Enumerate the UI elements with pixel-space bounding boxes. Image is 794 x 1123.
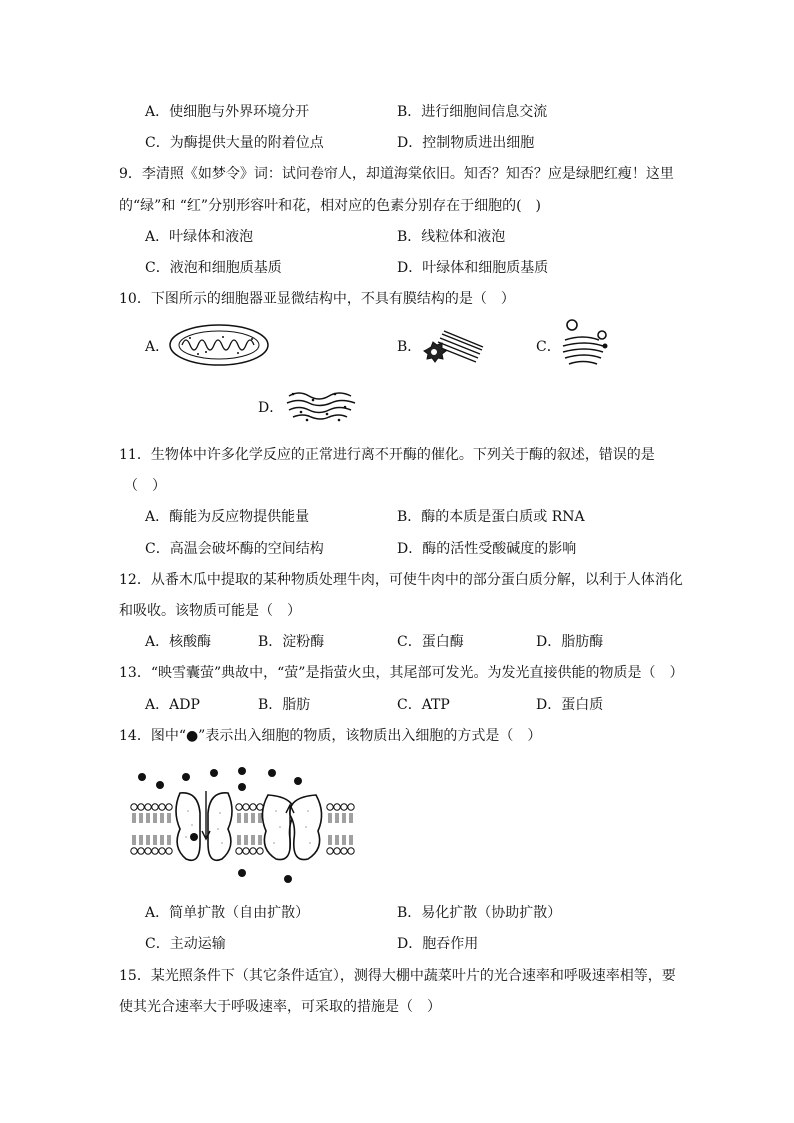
q13-option-a: A．ADP [145,697,200,713]
q9-stem-line1: 9．李清照《如梦令》词：试问卷帘人，却道海棠依旧。知否？知否？应是绿肥红瘦！这里 [119,166,674,182]
q13-option-b: B．脂肪 [258,697,311,713]
q10-label-c: C． [536,339,561,355]
q13-stem: 13．“映雪囊萤”典故中，“萤”是指萤火虫，其尾部可发光。为发光直接供能的物质是（ ） [119,665,684,681]
q10-label-a: A． [145,339,170,355]
centriole-figure [420,324,486,368]
mitochondrion-figure [168,322,272,368]
q11-option-c: C．高温会破坏酶的空间结构 [145,541,324,557]
q12-option-b: B．淀粉酶 [258,634,325,650]
q15-stem-line2: 使其光合速率大于呼吸速率，可采取的措施是（ ） [119,999,441,1015]
q12-option-d: D．脂肪酶 [536,634,604,650]
q13-option-d: D．蛋白质 [536,697,604,713]
q14-option-c: C．主动运输 [145,936,226,952]
q14-option-b: B．易化扩散（协助扩散） [397,905,562,921]
q8-option-c: C．为酶提供大量的附着位点 [145,135,324,151]
q11-stem-line1: 11．生物体中许多化学反应的正常进行离不开酶的催化。下列关于酶的叙述，错误的是 [119,447,655,463]
q12-option-c: C．蛋白酶 [397,634,464,650]
q11-stem-line2: （ ） [124,478,166,494]
q9-option-c: C．液泡和细胞质基质 [145,260,282,276]
q12-option-a: A．核酸酶 [145,634,212,650]
q9-option-b: B．线粒体和液泡 [397,229,506,245]
q14-option-a: A．简单扩散（自由扩散） [145,905,310,921]
q10-label-d: D． [258,400,284,416]
q12-stem-line1: 12．从番木瓜中提取的某种物质处理牛肉，可使牛肉中的部分蛋白质分解，以利于人体消化 [119,572,683,588]
q11-option-d: D．酶的活性受酸碱度的影响 [397,541,577,557]
q10-stem: 10．下图所示的细胞器亚显微结构中，不具有膜结构的是（ ） [119,291,515,307]
q11-option-a: A．酶能为反应物提供能量 [145,509,310,525]
q10-label-b: B． [397,339,422,355]
q9-stem-line2: 的“绿”和 “红”分别形容叶和花，相对应的色素分别存在于细胞的( ) [119,198,542,214]
q14-stem: 14．图中“●”表示出入细胞的物质，该物质出入细胞的方式是（ ） [119,728,542,744]
q8-option-b: B．进行细胞间信息交流 [397,104,548,120]
q11-option-b: B．酶的本质是蛋白质或 RNA [397,509,585,525]
golgi-figure [555,318,611,374]
q8-option-a: A．使细胞与外界环境分开 [145,104,310,120]
endoplasmic-reticulum-figure [283,386,359,426]
q15-stem-line1: 15．某光照条件下（其它条件适宜），测得大棚中蔬菜叶片的光合速率和呼吸速率相等，要 [119,968,676,984]
q8-option-d: D．控制物质进出细胞 [397,135,535,151]
membrane-transport-figure [130,765,360,890]
q13-option-c: C．ATP [397,697,450,713]
q9-option-a: A．叶绿体和液泡 [145,229,254,245]
q12-stem-line2: 和吸收。该物质可能是（ ） [119,603,301,619]
q9-option-d: D．叶绿体和细胞质基质 [397,260,549,276]
q14-option-d: D．胞吞作用 [397,936,479,952]
